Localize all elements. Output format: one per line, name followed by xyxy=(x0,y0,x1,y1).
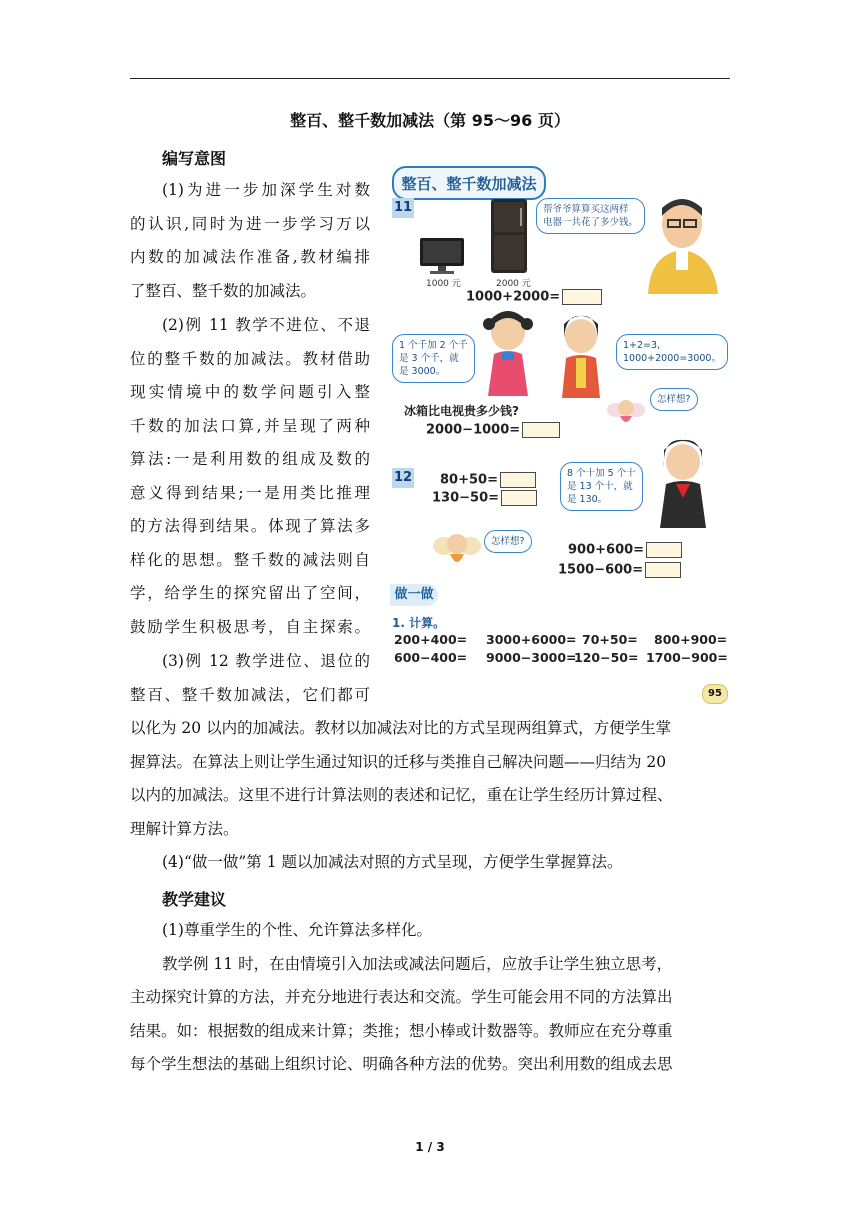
text-line: 理解计算方法。 xyxy=(130,819,239,838)
text-line: 鼓励学生积极思考，自主探索。 xyxy=(130,617,370,636)
text-line: 以化为 20 以内的加减法。教材以加减法对比的方式呈现两组算式，方便学生掌 xyxy=(130,719,672,737)
answer-box[interactable] xyxy=(562,289,602,305)
bubble-line: 是 3000。 xyxy=(399,366,446,377)
text-line: 的方法得到结果。体现了算法多 xyxy=(130,517,370,535)
bubble-line: 帮爷爷算算买这两样 xyxy=(543,204,629,215)
grandpa-illustration xyxy=(640,194,726,294)
text-line: (1)为进一步加深学生对数 xyxy=(162,181,370,199)
calc-item: 120−50= xyxy=(574,650,639,665)
textbook-figure xyxy=(388,158,728,710)
question-text: 冰箱比电视贵多少钱? xyxy=(404,404,519,418)
equation-1 xyxy=(466,289,602,305)
text-line: (3)例 12 教学进位、退位的 xyxy=(162,652,370,670)
girl1-speech-bubble xyxy=(392,334,475,383)
text-line: 学，给学生的探究留出了空间， xyxy=(130,584,370,602)
think-bubble-1: 怎样想? xyxy=(650,388,698,411)
bubble-line: 电器一共花了多少钱。 xyxy=(543,217,639,228)
text-line: 主动探究计算的方法，并充分地进行表达和交流。学生可能会用不同的方法算出 xyxy=(130,988,673,1006)
section-heading-intent: 编写意图 xyxy=(162,149,227,168)
bubble-line: 1 个千加 2 个千 xyxy=(399,340,468,351)
figure-banner: 整百、整千数加减法 xyxy=(392,166,546,200)
calc-item: 600−400= xyxy=(394,650,468,665)
equation-6 xyxy=(558,562,681,578)
calc-item: 3000+6000= xyxy=(486,632,577,647)
page-number: 1 / 3 xyxy=(415,1140,445,1154)
girl2-speech-bubble xyxy=(616,334,728,370)
fridge-price: 2000 元 xyxy=(496,279,531,289)
answer-box[interactable] xyxy=(645,562,681,578)
text-line: 样化的思想。整千数的减法则自 xyxy=(130,550,370,569)
tv-icon xyxy=(418,236,466,276)
answer-box[interactable] xyxy=(522,422,560,438)
text-line: 以内的加减法。这里不进行计算法则的表述和记忆，重在让学生经历计算过程、 xyxy=(130,786,673,804)
equation-3 xyxy=(440,472,536,488)
grandpa-speech-bubble xyxy=(536,198,645,234)
suggestion-para-1: (1)尊重学生的个性、允许算法多样化。 xyxy=(162,921,432,939)
intent-para-2 xyxy=(130,309,370,644)
text-line: 千数的加法口算,并呈现了两种 xyxy=(130,416,370,435)
equation-text: 900+600= xyxy=(568,542,645,558)
bubble-line: 是 3 个千，就 xyxy=(399,353,459,364)
calc-item: 800+900= xyxy=(654,632,728,647)
calc-item: 70+50= xyxy=(582,632,638,647)
bubble-line: 1+2=3, xyxy=(623,340,661,351)
equation-text: 2000−1000= xyxy=(426,422,521,438)
equation-2 xyxy=(426,422,560,438)
girl-illustration xyxy=(652,438,714,528)
think-bubble-2: 怎样想? xyxy=(484,530,532,553)
girl-illustration xyxy=(480,308,536,396)
suggestion-paras xyxy=(130,914,730,1082)
text-line: 了整百、整千数的加减法。 xyxy=(130,281,317,300)
example-12-label: 12 xyxy=(392,468,414,488)
text-line: 内数的加减法作准备,教材编排 xyxy=(130,248,370,266)
intent-para-3-start xyxy=(130,645,370,712)
intent-para-4: (4)“做一做”第 1 题以加减法对照的方式呈现，方便学生掌握算法。 xyxy=(162,853,623,871)
calc-item: 1700−900= xyxy=(646,650,728,665)
text-line: 每个学生想法的基础上组织讨论、明确各种方法的优势。突出利用数的组成去思 xyxy=(130,1055,673,1073)
answer-box[interactable] xyxy=(501,490,537,506)
intent-para-1 xyxy=(130,174,370,308)
angel-illustration xyxy=(606,396,646,430)
bubble-line: 是 130。 xyxy=(567,494,608,505)
bubble-line: 1000+2000=3000。 xyxy=(623,353,721,364)
text-line: (2)例 11 教学不进位、不退 xyxy=(162,316,370,334)
girl-illustration xyxy=(556,314,606,398)
text-line: 的认识,同时为进一步学习万以 xyxy=(130,214,370,233)
equation-text: 80+50= xyxy=(440,472,498,488)
text-line: 教学例 11 时，在由情境引入加法或减法问题后，应放手让学生独立思考， xyxy=(162,954,673,973)
text-line: 算法:一是利用数的组成及数的 xyxy=(130,450,370,468)
do-it-label: 做一做 xyxy=(390,584,438,606)
intent-para-3-rest xyxy=(130,712,730,880)
calc-item: 200+400= xyxy=(394,632,468,647)
example-11-label: 11 xyxy=(392,198,414,218)
calc-item: 9000−3000= xyxy=(486,650,577,665)
section-heading-suggestions: 教学建议 xyxy=(162,890,227,909)
text-line: 现实情境中的数学问题引入整 xyxy=(130,383,370,401)
text-line: 位的整千数的加减法。教材借助 xyxy=(130,349,370,368)
equation-text: 130−50= xyxy=(432,490,500,506)
page-title: 整百、整千数加减法（第 95～96 页） xyxy=(290,111,570,130)
header-rule xyxy=(130,78,730,79)
figure-page-number: 95 xyxy=(702,684,728,704)
text-line: 结果。如：根据数的组成来计算；类推；想小棒或计数器等。教师应在充分尊重 xyxy=(130,1021,673,1040)
task-label: 1. 计算。 xyxy=(392,616,446,630)
text-line: 意义得到结果;一是用类比推理 xyxy=(130,483,370,502)
equation-5 xyxy=(568,542,682,558)
equation-text: 1000+2000= xyxy=(466,289,561,305)
equation-text: 1500−600= xyxy=(558,562,644,578)
bubble-line: 是 13 个十，就 xyxy=(567,481,633,492)
angel-illustration xyxy=(432,528,482,572)
fridge-icon xyxy=(490,198,528,274)
bubble-line: 8 个十加 5 个十 xyxy=(567,468,636,479)
tv-price: 1000 元 xyxy=(426,279,461,289)
girl3-speech-bubble xyxy=(560,462,643,511)
answer-box[interactable] xyxy=(500,472,536,488)
answer-box[interactable] xyxy=(646,542,682,558)
text-line: 整百、整千数加减法，它们都可 xyxy=(130,685,370,704)
text-line: 握算法。在算法上则让学生通过知识的迁移与类推自己解决问题——归结为 20 xyxy=(130,752,667,771)
equation-4 xyxy=(432,490,537,506)
